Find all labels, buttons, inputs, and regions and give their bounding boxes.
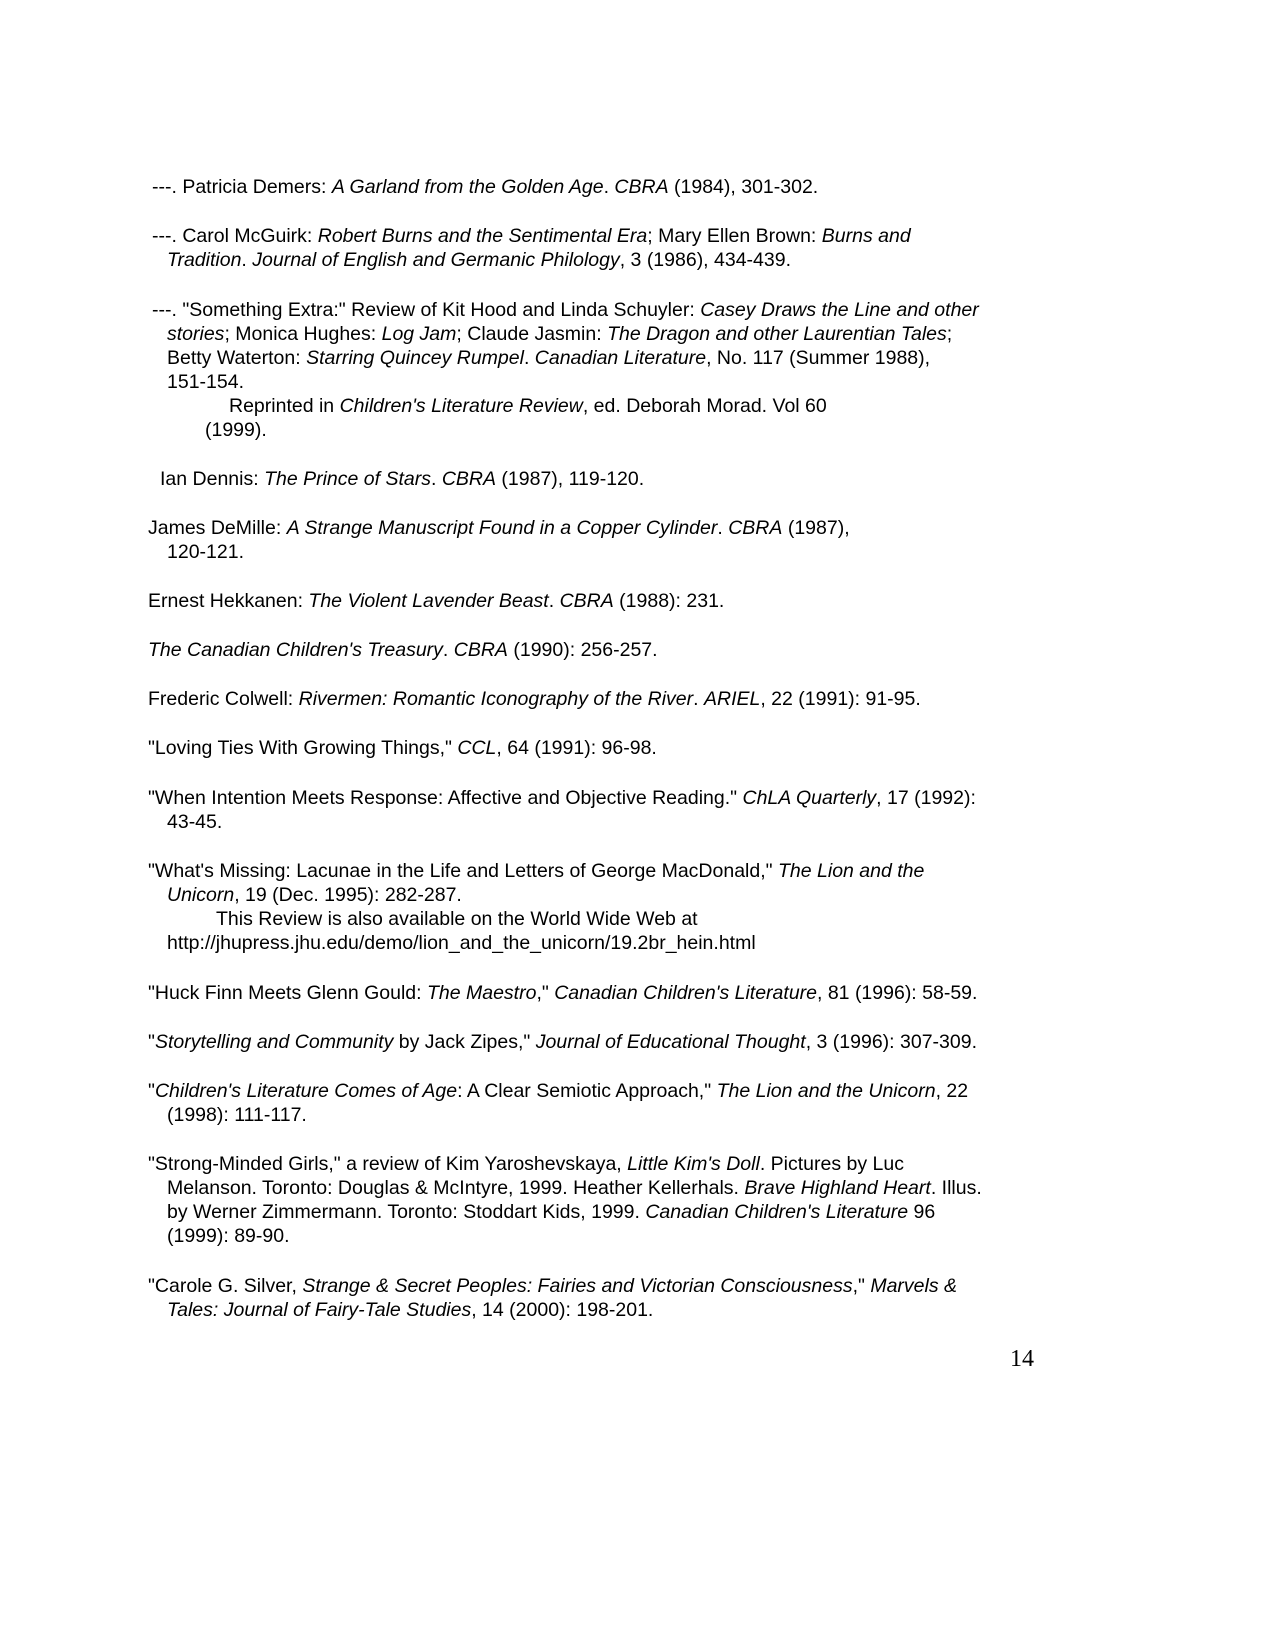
citation-text: , 22 — [935, 1080, 969, 1102]
citation-text: , 64 (1991): 96-98. — [496, 737, 657, 759]
bibliography-line — [216, 907, 698, 931]
bibliography-line — [167, 370, 244, 394]
bibliography-line — [167, 1224, 290, 1248]
citation-text: " — [148, 1031, 155, 1053]
bibliography-line — [148, 786, 976, 810]
italic-title-text: The Prince of Stars — [264, 468, 431, 490]
bibliography-line — [152, 175, 818, 199]
italic-title-text: Canadian Literature — [534, 347, 707, 369]
italic-title-text: Burns and — [821, 225, 911, 247]
citation-text: " — [148, 1080, 155, 1102]
citation-text: Frederic Colwell: — [148, 688, 299, 710]
bibliography-line — [148, 638, 658, 662]
citation-text: (1999). — [205, 419, 267, 441]
citation-text: "Strong-Minded Girls," a review of Kim Yaroshevskaya, — [148, 1153, 628, 1175]
bibliography-line — [148, 1274, 957, 1298]
citation-text: (1990): 256-257. — [507, 639, 658, 661]
bibliography-line — [167, 1298, 653, 1322]
italic-title-text: The Lion and the — [778, 860, 925, 882]
citation-text: This Review is also available on the World Wide Web at — [216, 908, 698, 930]
italic-title-text: Robert Burns and the Sentimental Era — [317, 225, 648, 247]
italic-title-text: Canadian Children's Literature — [645, 1201, 909, 1223]
citation-text: ," — [536, 982, 555, 1004]
bibliography-line — [148, 516, 850, 540]
citation-text: "Loving Ties With Growing Things," — [148, 737, 458, 759]
italic-title-text: ARIEL — [703, 688, 761, 710]
citation-text: (1987), 119-120. — [496, 468, 645, 490]
italic-title-text: CBRA — [614, 176, 669, 198]
citation-text: ; Monica Hughes: — [224, 323, 382, 345]
citation-text: . — [717, 517, 729, 539]
bibliography-line — [167, 346, 930, 370]
citation-text: . — [241, 249, 253, 271]
italic-title-text: CBRA — [441, 468, 496, 490]
bibliography-line — [167, 1103, 307, 1127]
bibliography-line — [152, 298, 979, 322]
citation-text: , 17 (1992): — [876, 787, 976, 809]
italic-title-text: Journal of English and Germanic Philology — [252, 249, 620, 271]
citation-text: . Illus. — [930, 1177, 982, 1199]
citation-text: (1987), — [782, 517, 850, 539]
italic-title-text: CCL — [457, 737, 497, 759]
italic-title-text: The Dragon and other Laurentian Tales — [607, 323, 947, 345]
citation-text: . — [693, 688, 704, 710]
italic-title-text: Tradition — [167, 249, 242, 271]
italic-title-text: Children's Literature Review — [339, 395, 583, 417]
bibliography-line — [148, 1030, 977, 1054]
citation-text: , ed. Deborah Morad. Vol 60 — [582, 395, 827, 417]
citation-text: (1988): 231. — [613, 590, 725, 612]
italic-title-text: Brave Highland Heart — [744, 1177, 931, 1199]
citation-text: Betty Waterton: — [167, 347, 307, 369]
citation-text: , 3 (1986), 434-439. — [619, 249, 792, 271]
citation-text: ---. Carol McGuirk: — [152, 225, 318, 247]
citation-text: . — [603, 176, 615, 198]
citation-text: , 3 (1996): 307-309. — [805, 1031, 977, 1053]
italic-title-text: CBRA — [453, 639, 508, 661]
citation-text: (1998): 111-117. — [167, 1104, 307, 1126]
italic-title-text: The Maestro — [426, 982, 537, 1004]
italic-title-text: stories — [167, 323, 225, 345]
citation-text: , 22 (1991): 91-95. — [760, 688, 921, 710]
italic-title-text: The Violent Lavender Beast — [308, 590, 549, 612]
italic-title-text: Journal of Educational Thought — [535, 1031, 806, 1053]
citation-text: ---. Patricia Demers: — [152, 176, 332, 198]
citation-text: , 19 (Dec. 1995): 282-287. — [234, 884, 462, 906]
italic-title-text: CBRA — [728, 517, 783, 539]
citation-text: Melanson. Toronto: Douglas & McIntyre, 1999. Heather Kellerhals. — [167, 1177, 745, 1199]
citation-text: Ernest Hekkanen: — [148, 590, 309, 612]
citation-text: by Werner Zimmermann. Toronto: Stoddart Kids, 1999. — [167, 1201, 646, 1223]
bibliography-line — [167, 1176, 982, 1200]
citation-text: Ian Dennis: — [160, 468, 265, 490]
citation-text: ; Claude Jasmin: — [456, 323, 608, 345]
bibliography-line — [167, 931, 756, 955]
bibliography-line — [148, 736, 657, 760]
bibliography-line — [148, 1079, 968, 1103]
italic-title-text: The Lion and the Unicorn — [716, 1080, 936, 1102]
page-number: 14 — [1010, 1346, 1034, 1372]
italic-title-text: Log Jam — [381, 323, 457, 345]
italic-title-text: CBRA — [559, 590, 614, 612]
bibliography-line — [148, 687, 921, 711]
italic-title-text: A Garland from the Golden Age — [331, 176, 604, 198]
citation-text: . — [523, 347, 535, 369]
citation-text: , No. 117 (Summer 1988), — [706, 347, 931, 369]
citation-text: , 81 (1996): 58-59. — [817, 982, 978, 1004]
italic-title-text: Casey Draws the Line and other — [700, 299, 979, 321]
italic-title-text: Rivermen: Romantic Iconography of the River — [298, 688, 694, 710]
citation-text: ; Mary Ellen Brown: — [647, 225, 822, 247]
citation-text: . — [548, 590, 560, 612]
italic-title-text: Unicorn — [167, 884, 235, 906]
bibliography-line — [160, 467, 644, 491]
citation-text: 43-45. — [167, 811, 223, 833]
citation-text: (1999): 89-90. — [167, 1225, 290, 1247]
citation-text: ," — [852, 1275, 871, 1297]
citation-text: ---. "Something Extra:" Review of Kit Hood and Linda Schuyler: — [152, 299, 701, 321]
italic-title-text: Little Kim's Doll — [627, 1153, 760, 1175]
citation-text: 96 — [908, 1201, 936, 1223]
citation-text: 151-154. — [167, 371, 244, 393]
italic-title-text: Tales: Journal of Fairy-Tale Studies — [167, 1299, 472, 1321]
italic-title-text: Storytelling and Community — [154, 1031, 394, 1053]
bibliography-line — [148, 589, 724, 613]
italic-title-text: Canadian Children's Literature — [554, 982, 817, 1004]
citation-text: ; — [946, 323, 953, 345]
citation-text: : A Clear Semiotic Approach," — [457, 1080, 717, 1102]
citation-text: . — [442, 639, 454, 661]
italic-title-text: A Strange Manuscript Found in a Copper Cylinder — [286, 517, 718, 539]
citation-text: Reprinted in — [229, 395, 340, 417]
italic-title-text: Starring Quincey Rumpel — [306, 347, 524, 369]
bibliography-line — [167, 1200, 935, 1224]
bibliography-line — [148, 1152, 904, 1176]
bibliography-line — [167, 248, 791, 272]
italic-title-text: ChLA Quarterly — [742, 787, 877, 809]
citation-text: , 14 (2000): 198-201. — [471, 1299, 654, 1321]
bibliography-line — [152, 224, 911, 248]
citation-text: (1984), 301-302. — [668, 176, 819, 198]
citation-text: . — [430, 468, 442, 490]
italic-title-text: Strange & Secret Peoples: Fairies and Victorian Consciousness — [302, 1275, 853, 1297]
bibliography-line — [148, 859, 924, 883]
italic-title-text: The Canadian Children's Treasury — [148, 639, 443, 661]
bibliography-line — [229, 394, 827, 418]
italic-title-text: Children's Literature Comes of Age — [154, 1080, 458, 1102]
citation-text: "Carole G. Silver, — [148, 1275, 303, 1297]
bibliography-line — [167, 540, 244, 564]
citation-text: 120-121. — [167, 541, 244, 563]
citation-text: "Huck Finn Meets Glenn Gould: — [148, 982, 427, 1004]
bibliography-line — [167, 810, 222, 834]
citation-text: "When Intention Meets Response: Affective and Objective Reading." — [148, 787, 743, 809]
bibliography-line — [167, 883, 462, 907]
citation-text: James DeMille: — [148, 517, 287, 539]
citation-text: http://jhupress.jhu.edu/demo/lion_and_the_unicorn/19.2br_hein.html — [167, 932, 756, 954]
bibliography-line — [148, 981, 977, 1005]
citation-text: . Pictures by Luc — [759, 1153, 904, 1175]
citation-text: "What's Missing: Lacunae in the Life and Letters of George MacDonald," — [148, 860, 778, 882]
bibliography-line — [167, 322, 952, 346]
bibliography-line — [205, 418, 267, 442]
citation-text: by Jack Zipes," — [393, 1031, 536, 1053]
italic-title-text: Marvels & — [870, 1275, 958, 1297]
